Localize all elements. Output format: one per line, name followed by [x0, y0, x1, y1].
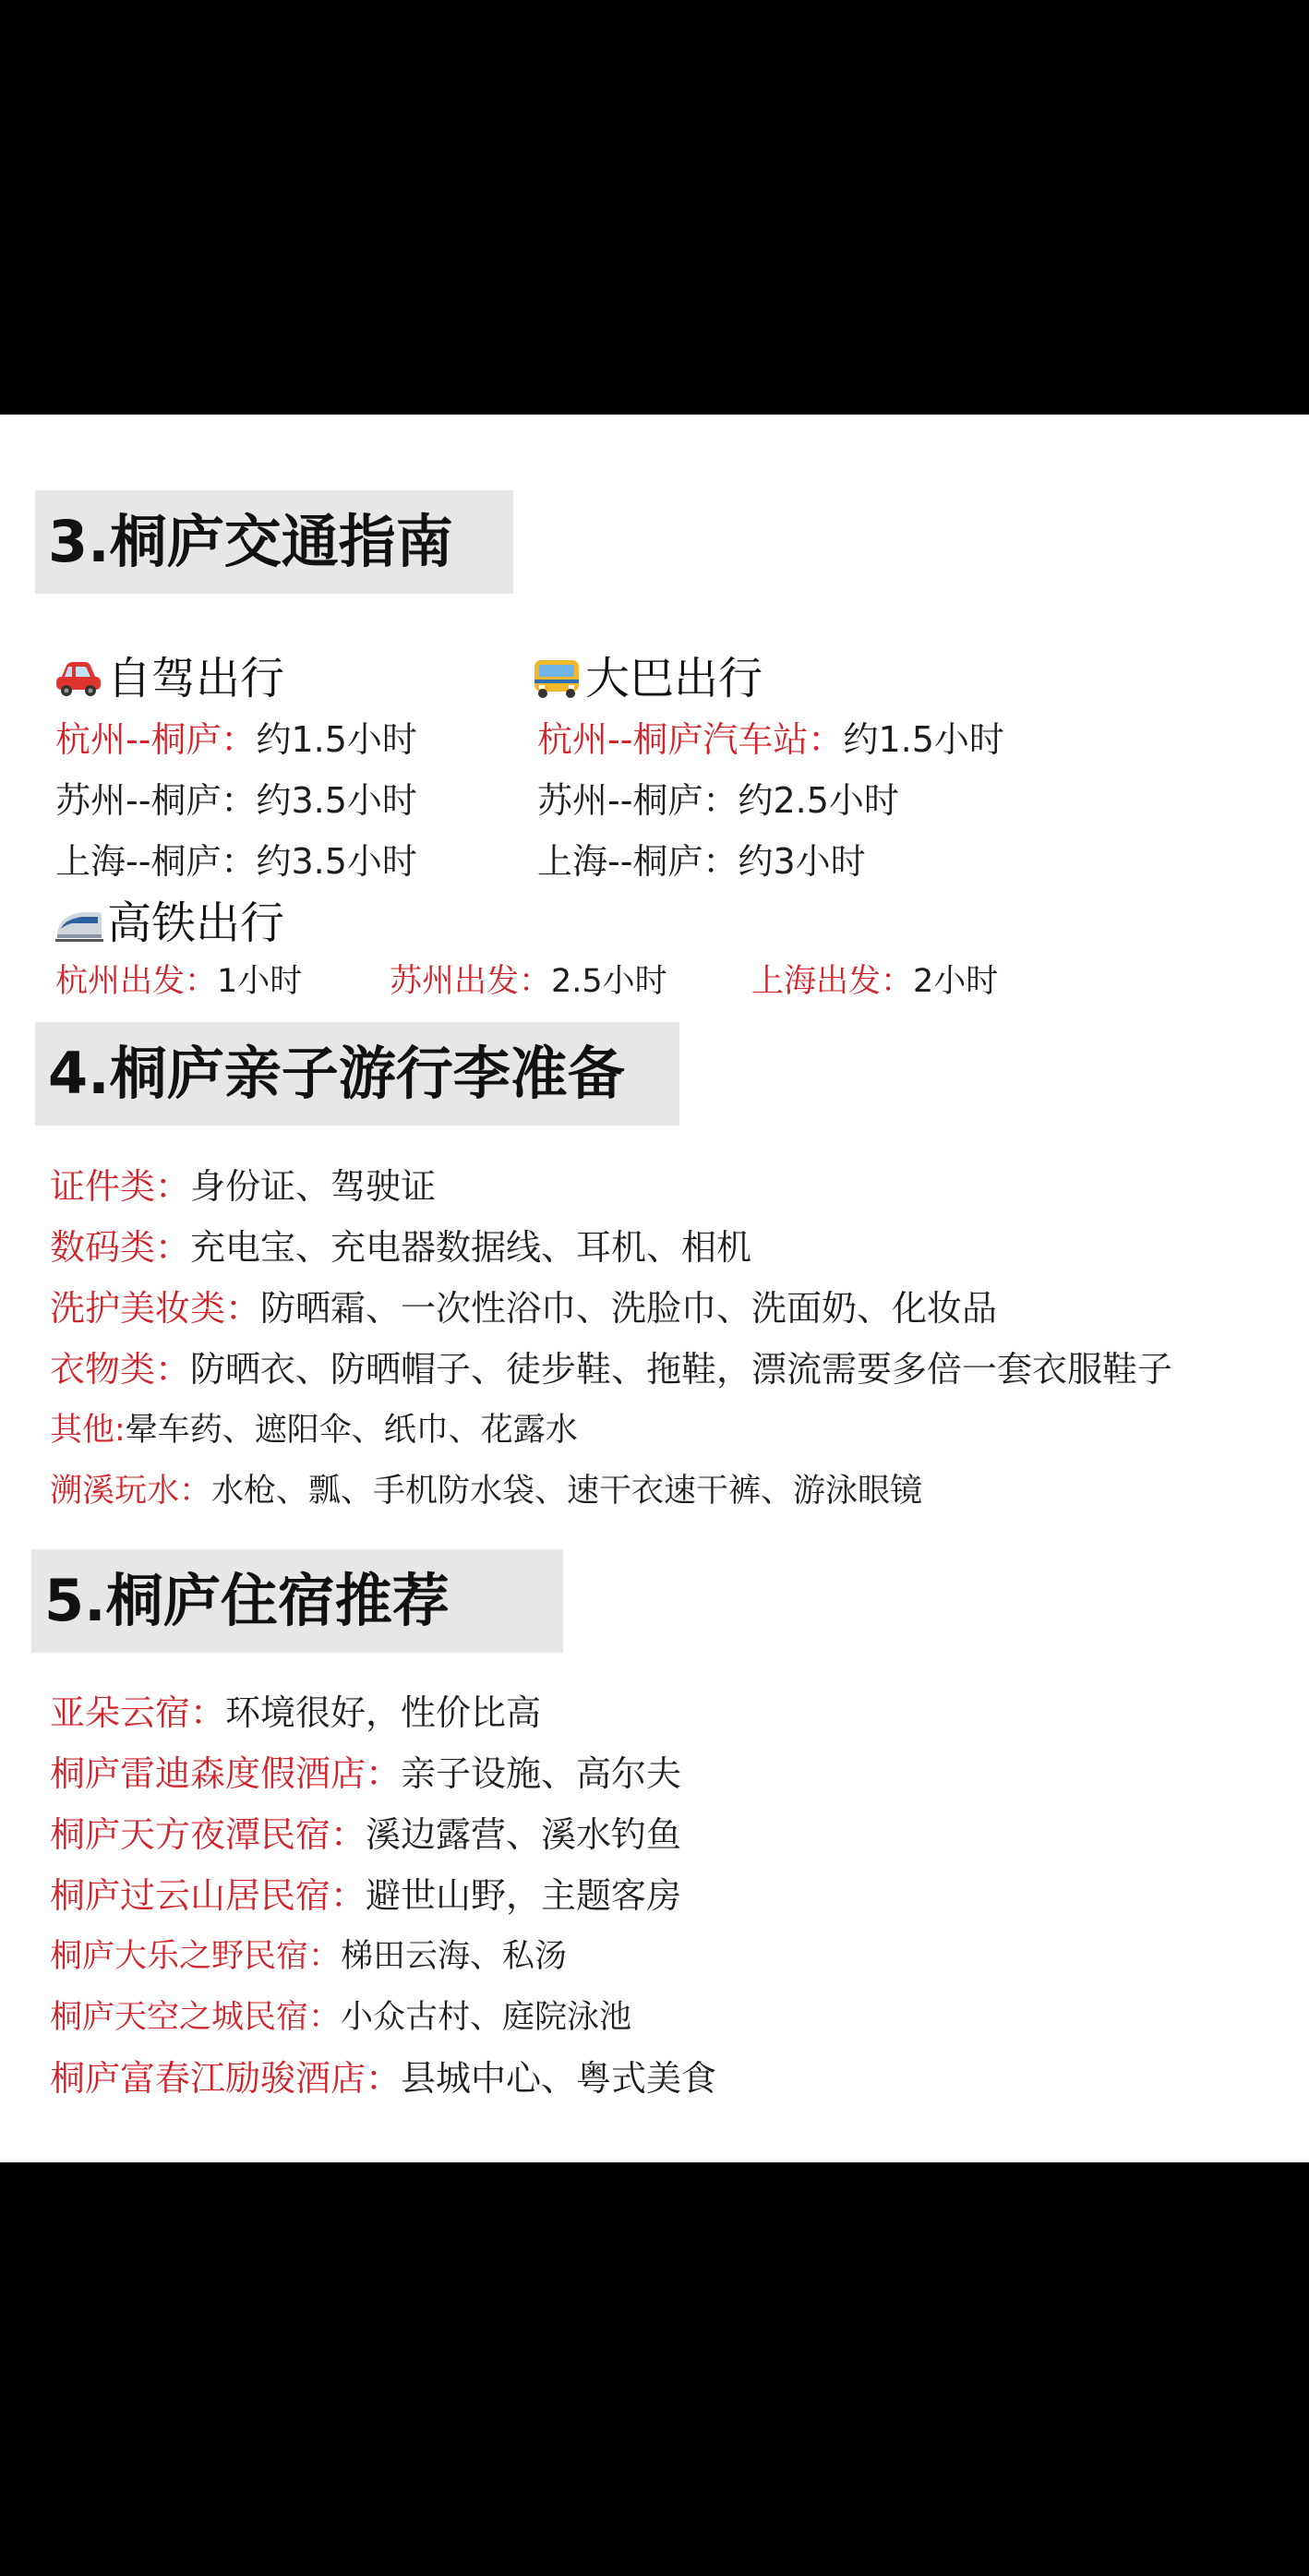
hotel-note: 环境很好，性价比高 [225, 1692, 542, 1733]
hotel-note: 小众古村、庭院泳池 [341, 1999, 632, 2036]
bus-row-3 [537, 838, 866, 885]
packing-item-value: 充电宝、充电器数据线、耳机、相机 [190, 1227, 752, 1268]
drive-row-key: 上海--桐庐： [55, 841, 257, 882]
rail-item-value: 2.5小时 [551, 963, 667, 1000]
hotel-item-2 [50, 1751, 681, 1797]
hotel-note: 溪边露营、溪水钓鱼 [366, 1814, 682, 1855]
packing-item-value: 水枪、瓢、手机防水袋、速干衣速干裤、游泳眼镜 [211, 1473, 923, 1510]
packing-item-value: 身份证、驾驶证 [190, 1166, 437, 1207]
packing-item-key: 溯溪玩水： [50, 1473, 212, 1510]
rail-item-key: 杭州出发： [55, 963, 218, 1000]
drive-row-key: 杭州--桐庐： [55, 719, 257, 760]
packing-item-key: 洗护美妆类： [50, 1288, 261, 1329]
hotel-item-7 [50, 2055, 716, 2101]
hotel-note: 县城中心、粤式美食 [401, 2058, 717, 2099]
red-car-icon [54, 656, 103, 712]
drive-row-1 [55, 716, 417, 763]
bus-row-2 [537, 777, 899, 824]
hotel-name: 桐庐大乐之野民宿： [50, 1938, 342, 1975]
rail-item-key: 上海出发： [751, 963, 914, 1000]
bus-row-1 [537, 716, 1004, 763]
bus-row-value: 约2.5小时 [738, 780, 899, 821]
bus-row-value: 约3小时 [738, 841, 866, 882]
bottom-black-bar [0, 2162, 1309, 2576]
bus-row-key: 杭州--桐庐汽车站： [537, 719, 844, 760]
hotel-note: 避世山野，主题客房 [366, 1875, 682, 1916]
packing-item-key: 衣物类： [50, 1349, 191, 1390]
packing-item-value: 晕车药、遮阳伞、纸巾、花露水 [125, 1412, 578, 1449]
hotel-item-1 [50, 1690, 541, 1736]
rail-item-hangzhou [55, 958, 302, 1005]
hotel-item-4 [50, 1872, 681, 1919]
hotel-note: 梯田云海、私汤 [341, 1938, 568, 1975]
section-4-heading [35, 1022, 679, 1125]
rail-item-value: 2小时 [913, 963, 999, 1000]
drive-row-value: 约3.5小时 [256, 841, 417, 882]
packing-item-digital [50, 1224, 751, 1270]
drive-row-key: 苏州--桐庐： [55, 780, 257, 821]
hotel-name: 桐庐雷迪森度假酒店： [50, 1753, 402, 1794]
section-5-title: 5.桐庐住宿推荐 [44, 1567, 450, 1634]
top-black-bar [0, 0, 1309, 415]
bus-row-key: 苏州--桐庐： [537, 780, 739, 821]
rail-item-suzhou [390, 958, 667, 1005]
hotel-name: 亚朵云宿： [50, 1692, 226, 1733]
packing-item-documents [50, 1163, 436, 1210]
packing-item-water-play [50, 1468, 922, 1514]
packing-item-clothing [50, 1346, 1172, 1392]
high-speed-train-icon [54, 901, 103, 957]
hotel-name: 桐庐天方夜潭民宿： [50, 1814, 366, 1855]
bus-row-key: 上海--桐庐： [537, 841, 739, 882]
packing-item-key: 数码类： [50, 1227, 191, 1268]
rail-item-value: 1小时 [217, 963, 303, 1000]
bus-title: 大巴出行 [585, 653, 763, 704]
hotel-name: 桐庐过云山居民宿： [50, 1875, 366, 1916]
hotel-item-3 [50, 1812, 681, 1858]
guide-card [0, 415, 1309, 2162]
bus-title-row [532, 651, 763, 712]
drive-title: 自驾出行 [107, 653, 285, 704]
packing-item-toiletries [50, 1285, 997, 1331]
section-3-title: 3.桐庐交通指南 [48, 508, 453, 575]
hotel-name: 桐庐富春江励骏酒店： [50, 2058, 402, 2099]
drive-row-3 [55, 838, 417, 885]
rail-item-key: 苏州出发： [390, 963, 552, 1000]
hotel-name: 桐庐天空之城民宿： [50, 1999, 342, 2036]
drive-title-row [54, 651, 284, 712]
drive-row-value: 约1.5小时 [256, 719, 417, 760]
bus-row-value: 约1.5小时 [843, 719, 1004, 760]
drive-row-2 [55, 777, 417, 824]
drive-row-value: 约3.5小时 [256, 780, 417, 821]
hotel-item-6 [50, 1994, 631, 2040]
rail-title-row [54, 896, 284, 957]
section-5-heading [31, 1549, 563, 1653]
packing-item-value: 防晒衣、防晒帽子、徒步鞋、拖鞋，漂流需要多倍一套衣服鞋子 [190, 1349, 1173, 1390]
hotel-note: 亲子设施、高尔夫 [401, 1753, 682, 1794]
section-4-title: 4.桐庐亲子游行李准备 [48, 1040, 625, 1107]
rail-title: 高铁出行 [107, 897, 285, 949]
packing-item-other [50, 1407, 578, 1453]
rail-item-shanghai [751, 958, 998, 1005]
hotel-item-5 [50, 1933, 567, 1980]
packing-item-key: 证件类： [50, 1166, 191, 1207]
bus-icon [532, 656, 582, 712]
section-3-heading [35, 490, 513, 594]
packing-item-key: 其他: [50, 1412, 126, 1449]
packing-item-value: 防晒霜、一次性浴巾、洗脸巾、洗面奶、化妆品 [260, 1288, 998, 1329]
